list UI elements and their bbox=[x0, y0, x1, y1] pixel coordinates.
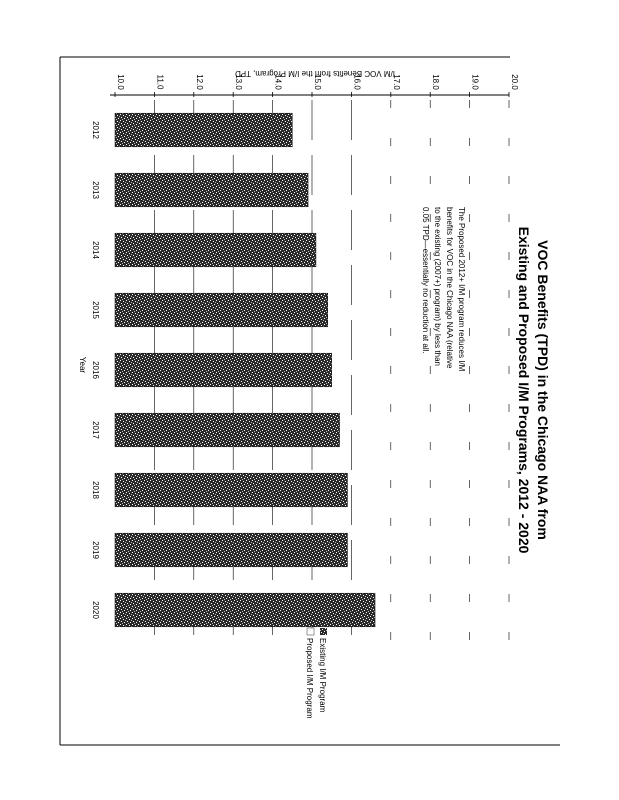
tick-label: 11.0 bbox=[155, 74, 165, 90]
bar-2017 bbox=[115, 413, 340, 447]
bar-2018 bbox=[115, 473, 347, 507]
tick-label: 17.0 bbox=[391, 74, 401, 90]
annotation-box bbox=[421, 207, 466, 372]
category-label: 2015 bbox=[91, 301, 100, 319]
bar-2020 bbox=[115, 593, 375, 627]
tick-label: 10.0 bbox=[116, 74, 125, 90]
tick-label: 15.0 bbox=[313, 74, 322, 90]
annotation-line-3: to the existing (2007+) program) by less than bbox=[433, 207, 442, 366]
annotation-line-1: The Proposed 2012+ I/M program reduces I/M bbox=[457, 207, 466, 372]
tick-label: 14.0 bbox=[273, 74, 283, 90]
bar-2019 bbox=[115, 533, 347, 567]
legend-label-existing: Existing I/M Program bbox=[318, 638, 327, 713]
category-label: 2018 bbox=[91, 481, 100, 499]
chart-title-line1: VOC Benefits (TPD) in the Chicago NAA from bbox=[535, 240, 551, 540]
bar-2016 bbox=[115, 353, 332, 387]
tick-label: 19.0 bbox=[470, 74, 480, 90]
category-label: 2012 bbox=[91, 121, 100, 139]
chart-title-line2: Existing and Proposed I/M Programs, 2012 - 2020 bbox=[516, 226, 532, 554]
category-label: 2019 bbox=[91, 541, 100, 559]
legend-swatch-existing bbox=[320, 628, 327, 635]
annotation-line-4: 0.05 TPD—essentially no reduction at all. bbox=[421, 207, 430, 354]
tick-label: 18.0 bbox=[431, 74, 441, 90]
category-label: 2014 bbox=[91, 241, 100, 259]
bar-2013 bbox=[115, 173, 308, 207]
tick-label: 20.0 bbox=[510, 74, 519, 90]
category-label: 2013 bbox=[91, 181, 100, 199]
bar-2012 bbox=[115, 113, 292, 147]
tick-label: 16.0 bbox=[352, 74, 362, 90]
axis-title: I/M VOC Benefits from the I/M Program, TPD bbox=[235, 69, 395, 78]
x-axis-title: Year bbox=[78, 356, 87, 374]
legend-label-proposed: Proposed I/M Program bbox=[305, 638, 314, 719]
annotation-line-2: benefits for VOC in the Chicago NAA (relative bbox=[445, 207, 454, 369]
legend-swatch-proposed bbox=[307, 628, 314, 635]
tick-label: 12.0 bbox=[194, 74, 204, 90]
category-label: 2020 bbox=[91, 601, 100, 619]
bar-2015 bbox=[115, 293, 328, 327]
bar-2014 bbox=[115, 233, 316, 267]
category-label: 2017 bbox=[91, 421, 100, 439]
legend bbox=[305, 628, 327, 719]
category-label: 2016 bbox=[91, 361, 100, 379]
tick-label: 13.0 bbox=[234, 74, 244, 90]
